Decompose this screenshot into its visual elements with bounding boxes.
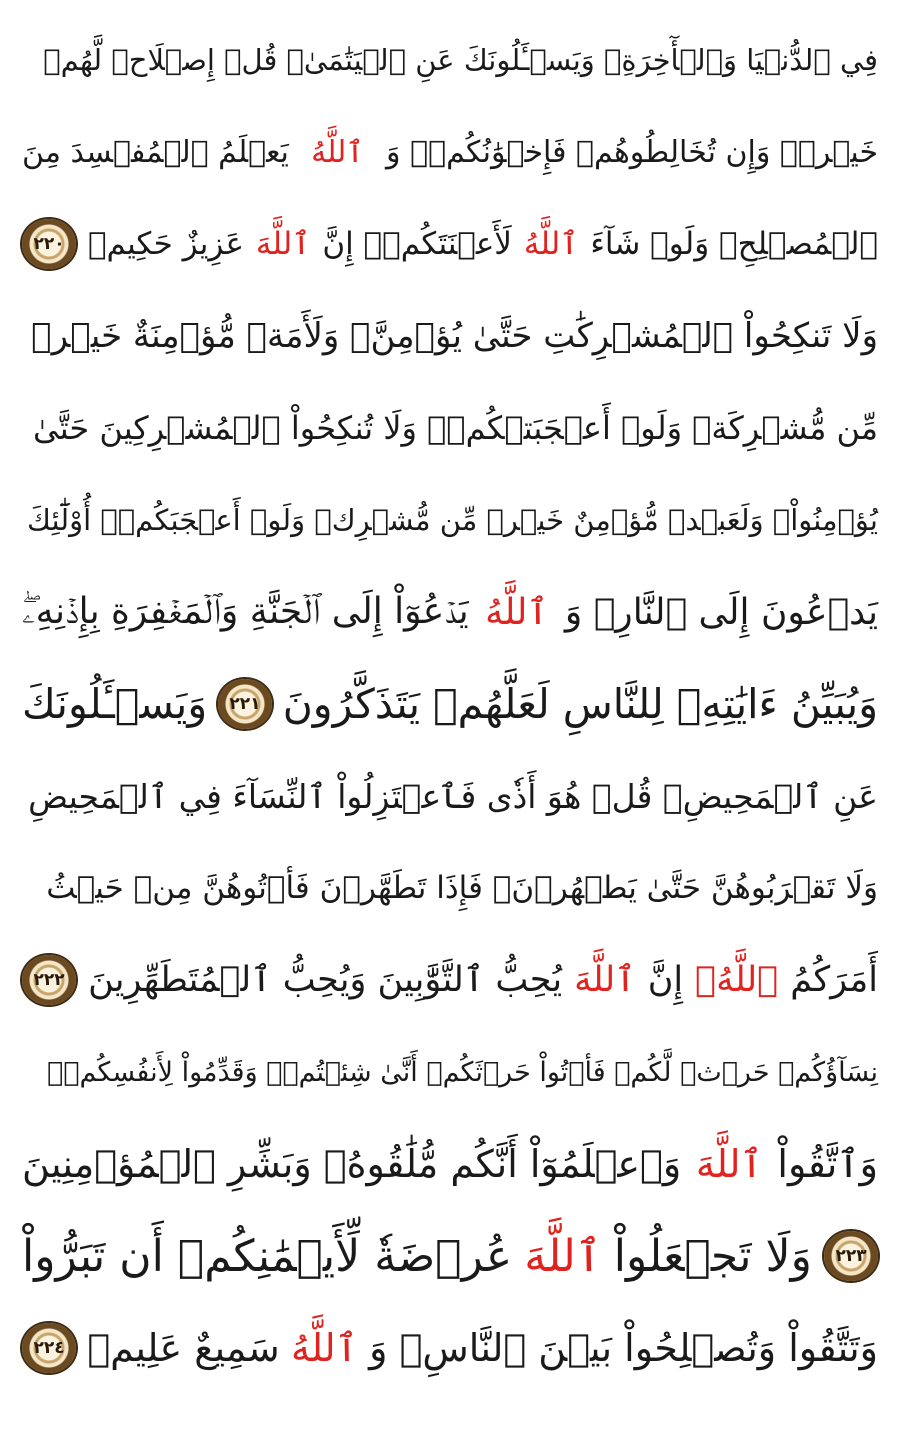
verse-text: وَلَا تَنكِحُواْ ٱلۡمُشۡرِكَٰتِ حَتَّىٰ يُؤۡمِنَّۚ وَلَأَمَةٞ مُّؤۡمِنَةٌ خَيۡرٞ (31, 316, 878, 356)
verse-text: يَدۡعُونَ إِلَى ٱلنَّارِۖ وَ (564, 591, 878, 633)
ayah-number-marker: ٢٢١ (218, 679, 272, 729)
text-line (22, 750, 878, 842)
verse-text: وَلَا تَقۡرَبُوهُنَّ حَتَّىٰ يَطۡهُرۡنَۖ فَإِذَا تَطَهَّرۡنَ فَأۡتُوهُنَّ مِنۡ حَيۡثُ (46, 870, 878, 906)
verse-text: وَلَا تَجۡعَلُواْ (613, 1230, 812, 1282)
verse-text: يُحِبُّ ٱلتَّوَّٰبِينَ وَيُحِبُّ ٱلۡمُتَطَهِّرِينَ (88, 960, 563, 1000)
verse-text: يَدۡعُوٓاْ إِلَى ٱلۡجَنَّةِ وَٱلۡمَغۡفِرَةِ بِإِذۡنِهِۦۖ (22, 591, 469, 632)
text-line (22, 934, 878, 1026)
ayah-number-marker: ٢٢٣ (824, 1231, 878, 1281)
verse-text: يَعۡلَمُ ٱلۡمُفۡسِدَ مِنَ (22, 134, 289, 170)
divine-name-word: ٱللَّهُ (485, 591, 549, 633)
verse-lines (22, 14, 878, 1394)
verse-text: وَيَسۡـَٔلُونَكَ (22, 680, 208, 728)
text-line (22, 198, 878, 290)
verse-text: لَأَعۡنَتَكُمۡۚ إِنَّ (322, 226, 512, 262)
ayah-number-marker: ٢٢٠ (22, 219, 76, 269)
verse-text: وَٱعۡلَمُوٓاْ أَنَّكُم مُّلَٰقُوهُۗ وَبَشِّرِ ٱلۡمُؤۡمِنِينَ (22, 1142, 682, 1186)
verse-text: وَيُبَيِّنُ ءَايَٰتِهِۦ لِلنَّاسِ لَعَلَّهُمۡ يَتَذَكَّرُونَ (282, 680, 878, 728)
verse-text: سَمِيعٌ عَلِيمٞ (87, 1326, 280, 1370)
verse-text: عَزِيزٌ حَكِيمٞ (87, 226, 244, 262)
divine-name-word: ٱللَّهُۚ (695, 960, 779, 1000)
divine-name-word: ٱللَّهَ (524, 1230, 602, 1282)
verse-text: خَيۡرٞۖ وَإِن تُخَالِطُوهُمۡ فَإِخۡوَٰنُكُمۡۚ وَ (386, 134, 878, 170)
verse-text: مِّن مُّشۡرِكَةٖ وَلَوۡ أَعۡجَبَتۡكُمۡۗ وَلَا تُنكِحُواْ ٱلۡمُشۡرِكِينَ حَتَّىٰ (33, 409, 878, 447)
text-line (22, 842, 878, 934)
divine-name-word: ٱللَّهَ (574, 960, 636, 1000)
text-line (22, 566, 878, 658)
divine-name-word: ٱللَّهُ (291, 1326, 358, 1370)
text-line (22, 106, 878, 198)
divine-name-word: ٱللَّهَ (255, 226, 311, 262)
text-line (22, 382, 878, 474)
ayah-number-marker: ٢٢٢ (22, 955, 76, 1005)
verse-text: ٱلۡمُصۡلِحِۚ وَلَوۡ شَآءَ (590, 226, 878, 262)
verse-text: عَنِ ٱلۡمَحِيضِۖ قُلۡ هُوَ أَذٗى فَٱعۡتَزِلُواْ ٱلنِّسَآءَ فِي ٱلۡمَحِيضِ (28, 776, 878, 816)
verse-text: يُؤۡمِنُواْۚ وَلَعَبۡدٞ مُّؤۡمِنٌ خَيۡرٞ مِّن مُّشۡرِكٖ وَلَوۡ أَعۡجَبَكُمۡۗ أُوْلَٰٓئِكَ (27, 503, 878, 537)
text-line (22, 1026, 878, 1118)
divine-name-word: ٱللَّهَ (695, 1142, 763, 1186)
ayah-number-marker: ٢٢٤ (22, 1323, 76, 1373)
verse-text: عُرۡضَةٗ لِّأَيۡمَٰنِكُمۡ أَن تَبَرُّواْ (22, 1230, 513, 1282)
verse-text: وَتَتَّقُواْ وَتُصۡلِحُواْ بَيۡنَ ٱلنَّاسِۚ وَ (369, 1326, 878, 1370)
text-line (22, 1302, 878, 1394)
text-line (22, 1210, 878, 1302)
verse-text: نِسَآؤُكُمۡ حَرۡثٞ لَّكُمۡ فَأۡتُواْ حَرۡثَكُمۡ أَنَّىٰ شِئۡتُمۡۖ وَقَدِّمُواْ لِأَنفُسِكُمۡۚ (47, 1056, 878, 1088)
divine-name-word: ٱللَّهُ (311, 134, 364, 170)
text-line (22, 658, 878, 750)
text-line (22, 290, 878, 382)
text-line (22, 474, 878, 566)
verse-text: وَٱتَّقُواْ (777, 1142, 878, 1186)
text-line (22, 1118, 878, 1210)
divine-name-word: ٱللَّهُ (523, 226, 579, 262)
verse-text: فِي ٱلدُّنۡيَا وَٱلۡأٓخِرَةِۗ وَيَسۡـَٔلُونَكَ عَنِ ٱلۡيَتَٰمَىٰۖ قُلۡ إِصۡلَاحٞ لَّهُمۡ (43, 43, 878, 77)
text-line (22, 14, 878, 106)
verse-text: إِنَّ (647, 960, 684, 1000)
verse-text: أَمَرَكُمُ (790, 960, 878, 1000)
